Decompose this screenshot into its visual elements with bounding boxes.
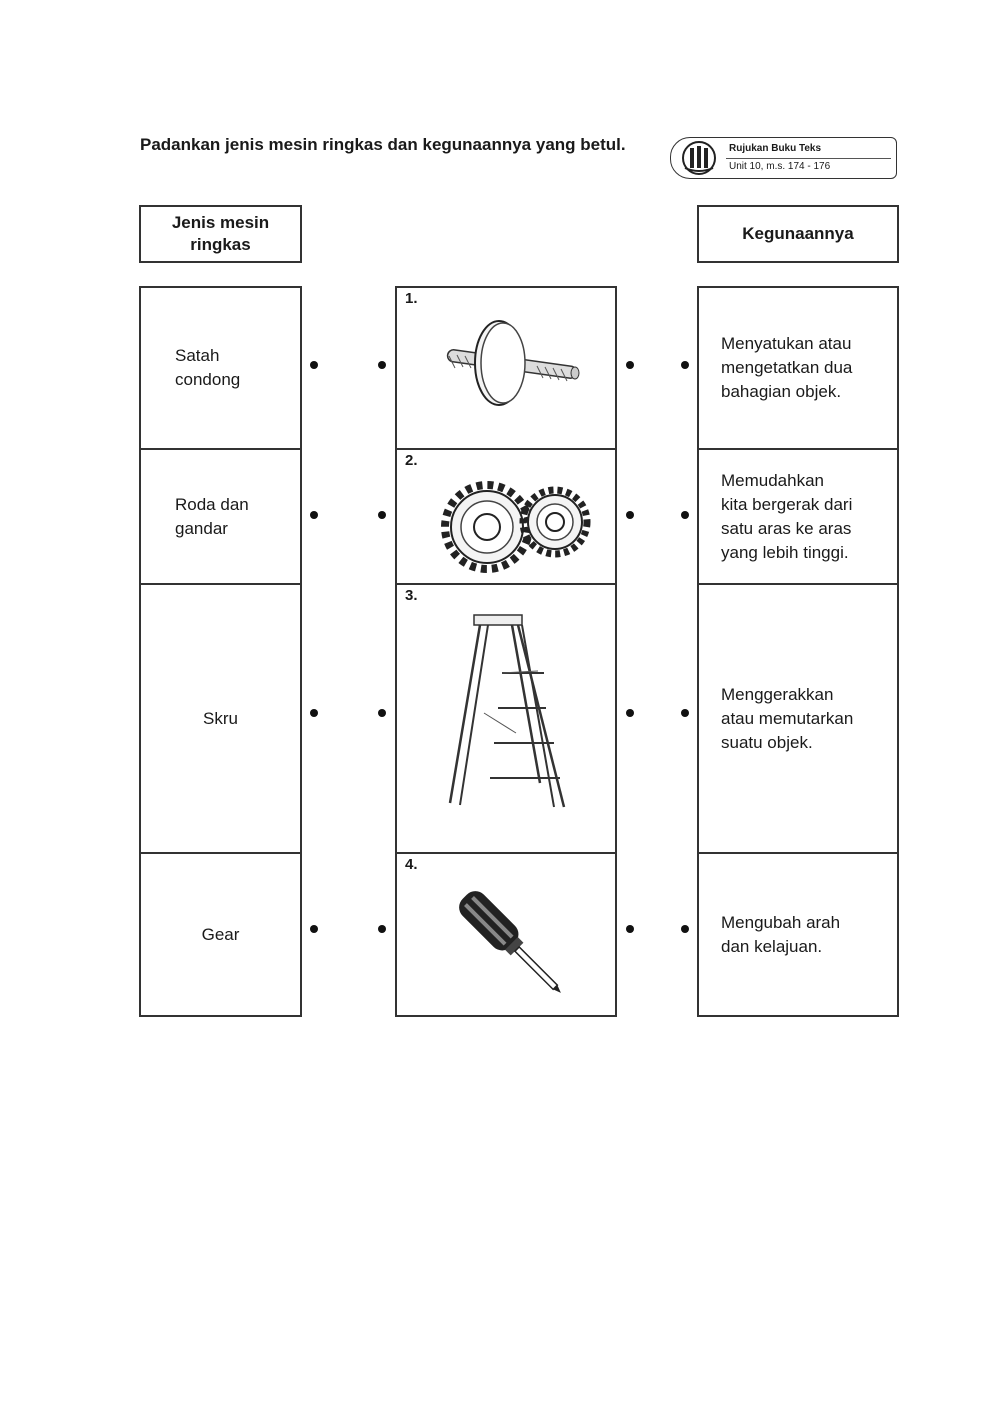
use-cell-2 xyxy=(697,448,899,585)
reference-divider xyxy=(726,158,891,159)
use-4-line-1: Mengubah arah xyxy=(721,912,841,932)
machine-type-cell-3 xyxy=(139,583,302,854)
use-1-line-1: Menyatukan atau xyxy=(721,334,852,353)
use-text-1 xyxy=(721,332,852,404)
match-dot-mid-left-4[interactable] xyxy=(378,925,386,933)
match-dot-mid-right-2[interactable] xyxy=(626,511,634,519)
use-text-4 xyxy=(721,911,840,959)
header-machine-type-label: Jenis mesin ringkas xyxy=(171,213,270,254)
header-uses xyxy=(697,205,899,263)
use-1-line-2: mengetatkan dua xyxy=(721,358,853,377)
use-text-2 xyxy=(721,469,852,565)
match-dot-right-2[interactable] xyxy=(681,511,689,519)
picture-cell-3 xyxy=(395,583,617,854)
match-dot-mid-right-1[interactable] xyxy=(626,361,634,369)
use-cell-4 xyxy=(697,852,899,1017)
gears-icon xyxy=(435,472,595,582)
wheel-and-axle-icon xyxy=(427,318,587,418)
picture-number-1: 1. xyxy=(405,290,418,307)
screwdriver-icon xyxy=(445,882,575,1002)
instruction-text: Padankan jenis mesin ringkas dan kegunaannya yang betul. xyxy=(140,135,626,154)
ladder-icon xyxy=(442,613,572,813)
match-dot-left-3[interactable] xyxy=(310,709,318,717)
picture-number-4: 4. xyxy=(405,856,418,873)
match-dot-mid-left-1[interactable] xyxy=(378,361,386,369)
textbook-reference-icon xyxy=(675,140,721,176)
machine-type-label-4: Gear xyxy=(201,924,240,944)
use-3-line-1: Menggerakkan xyxy=(721,684,834,704)
use-cell-1 xyxy=(697,286,899,450)
use-2-line-1: Memudahkan xyxy=(721,470,825,490)
machine-type-cell-2 xyxy=(139,448,302,585)
textbook-reference-box xyxy=(670,137,897,179)
match-dot-right-1[interactable] xyxy=(681,361,689,369)
match-dot-mid-right-4[interactable] xyxy=(626,925,634,933)
match-dot-mid-left-3[interactable] xyxy=(378,709,386,717)
machine-type-label-2: Roda dan gandar xyxy=(175,494,249,538)
match-dot-right-4[interactable] xyxy=(681,925,689,933)
machine-type-label-3: Skru xyxy=(203,708,238,728)
use-2-line-4: yang lebih tinggi. xyxy=(721,542,849,562)
use-2-line-3: satu aras ke aras xyxy=(721,518,852,538)
machine-type-label-1: Satah condong xyxy=(175,346,241,389)
picture-number-3: 3. xyxy=(405,587,418,604)
machine-type-cell-1 xyxy=(139,286,302,450)
header-machine-type xyxy=(139,205,302,263)
match-dot-left-2[interactable] xyxy=(310,511,318,519)
match-dot-left-4[interactable] xyxy=(310,925,318,933)
reference-title: Rujukan Buku Teks xyxy=(729,143,822,154)
use-3-line-2: atau memutarkan xyxy=(721,708,854,728)
use-3-line-3: suatu objek. xyxy=(721,732,813,752)
machine-type-cell-4 xyxy=(139,852,302,1017)
reference-detail: Unit 10, m.s. 174 - 176 xyxy=(729,161,831,172)
match-dot-mid-left-2[interactable] xyxy=(378,511,386,519)
picture-cell-4 xyxy=(395,852,617,1017)
use-1-line-3: bahagian objek. xyxy=(721,382,842,401)
use-2-line-2: kita bergerak dari xyxy=(721,494,853,514)
match-dot-mid-right-3[interactable] xyxy=(626,709,634,717)
use-cell-3 xyxy=(697,583,899,854)
match-dot-left-1[interactable] xyxy=(310,361,318,369)
use-4-line-2: dan kelajuan. xyxy=(721,936,823,956)
picture-number-2: 2. xyxy=(405,452,418,469)
use-text-3 xyxy=(721,683,853,755)
picture-cell-1 xyxy=(395,286,617,450)
picture-cell-2 xyxy=(395,448,617,585)
match-dot-right-3[interactable] xyxy=(681,709,689,717)
header-uses-label: Kegunaannya xyxy=(742,224,854,243)
